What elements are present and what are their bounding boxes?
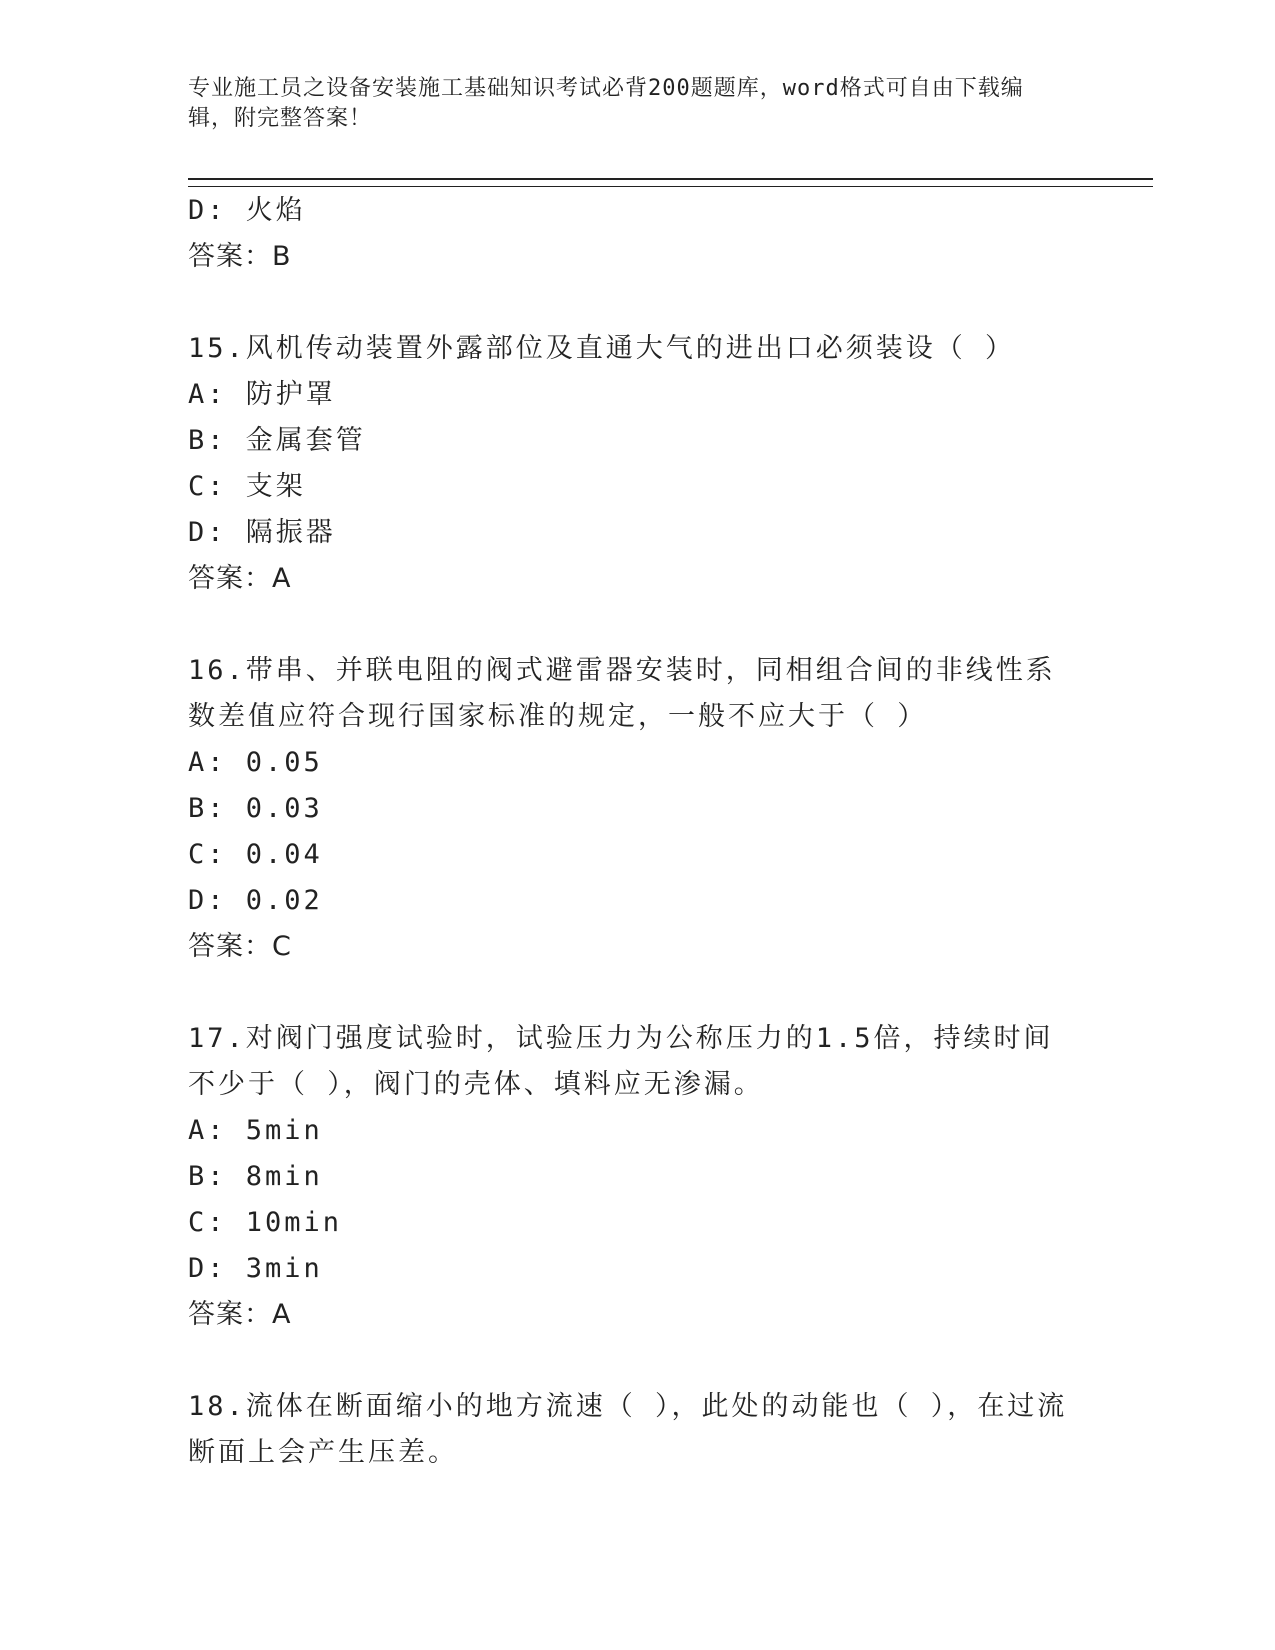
option-a: A: 防护罩 (188, 379, 336, 410)
option-c: C: 10min (188, 1207, 343, 1238)
question-stem: 15.风机传动装置外露部位及直通大气的进出口必须装设（ ） (188, 333, 1016, 364)
option-d: D: 0.02 (188, 885, 323, 916)
question-stem: 17.对阀门强度试验时，试验压力为公称压力的1.5倍，持续时间不少于（ ），阀门的壳体、填料应无渗漏。 (188, 1023, 1054, 1100)
question-list (188, 188, 1068, 1476)
option-a: A: 5min (188, 1115, 323, 1146)
option-a: A: 0.05 (188, 747, 323, 778)
option-d: D: 隔振器 (188, 517, 336, 548)
question-stem: 16.带串、并联电阻的阀式避雷器安装时，同相组合间的非线性系数差值应符合现行国家标准的规定，一般不应大于（ ） (188, 655, 1056, 732)
question-16 (188, 648, 1068, 970)
spacer (188, 970, 1068, 1016)
option-c: C: 支架 (188, 471, 306, 502)
spacer (188, 280, 1068, 326)
option-c: C: 0.04 (188, 839, 323, 870)
page-header (188, 74, 1068, 134)
question-17 (188, 1016, 1068, 1338)
answer-line: 答案：A (188, 563, 292, 594)
spacer (188, 1338, 1068, 1384)
answer-line: 答案：B (188, 241, 292, 272)
question-18 (188, 1384, 1068, 1476)
header-text: 专业施工员之设备安装施工基础知识考试必背200题题库，word格式可自由下载编辑，附完整答案！ (188, 76, 1024, 131)
option-b: B: 金属套管 (188, 425, 366, 456)
option-b: B: 0.03 (188, 793, 323, 824)
question-15 (188, 326, 1068, 602)
option-d: D: 3min (188, 1253, 323, 1284)
answer-line: 答案：C (188, 931, 292, 962)
question-stem: 18.流体在断面缩小的地方流速（ ），此处的动能也（ ），在过流断面上会产生压差。 (188, 1391, 1068, 1468)
option-b: B: 8min (188, 1161, 323, 1192)
spacer (188, 602, 1068, 648)
answer-line: 答案：A (188, 1299, 292, 1330)
header-divider (188, 178, 1153, 187)
option-d: D: 火焰 (188, 195, 306, 226)
